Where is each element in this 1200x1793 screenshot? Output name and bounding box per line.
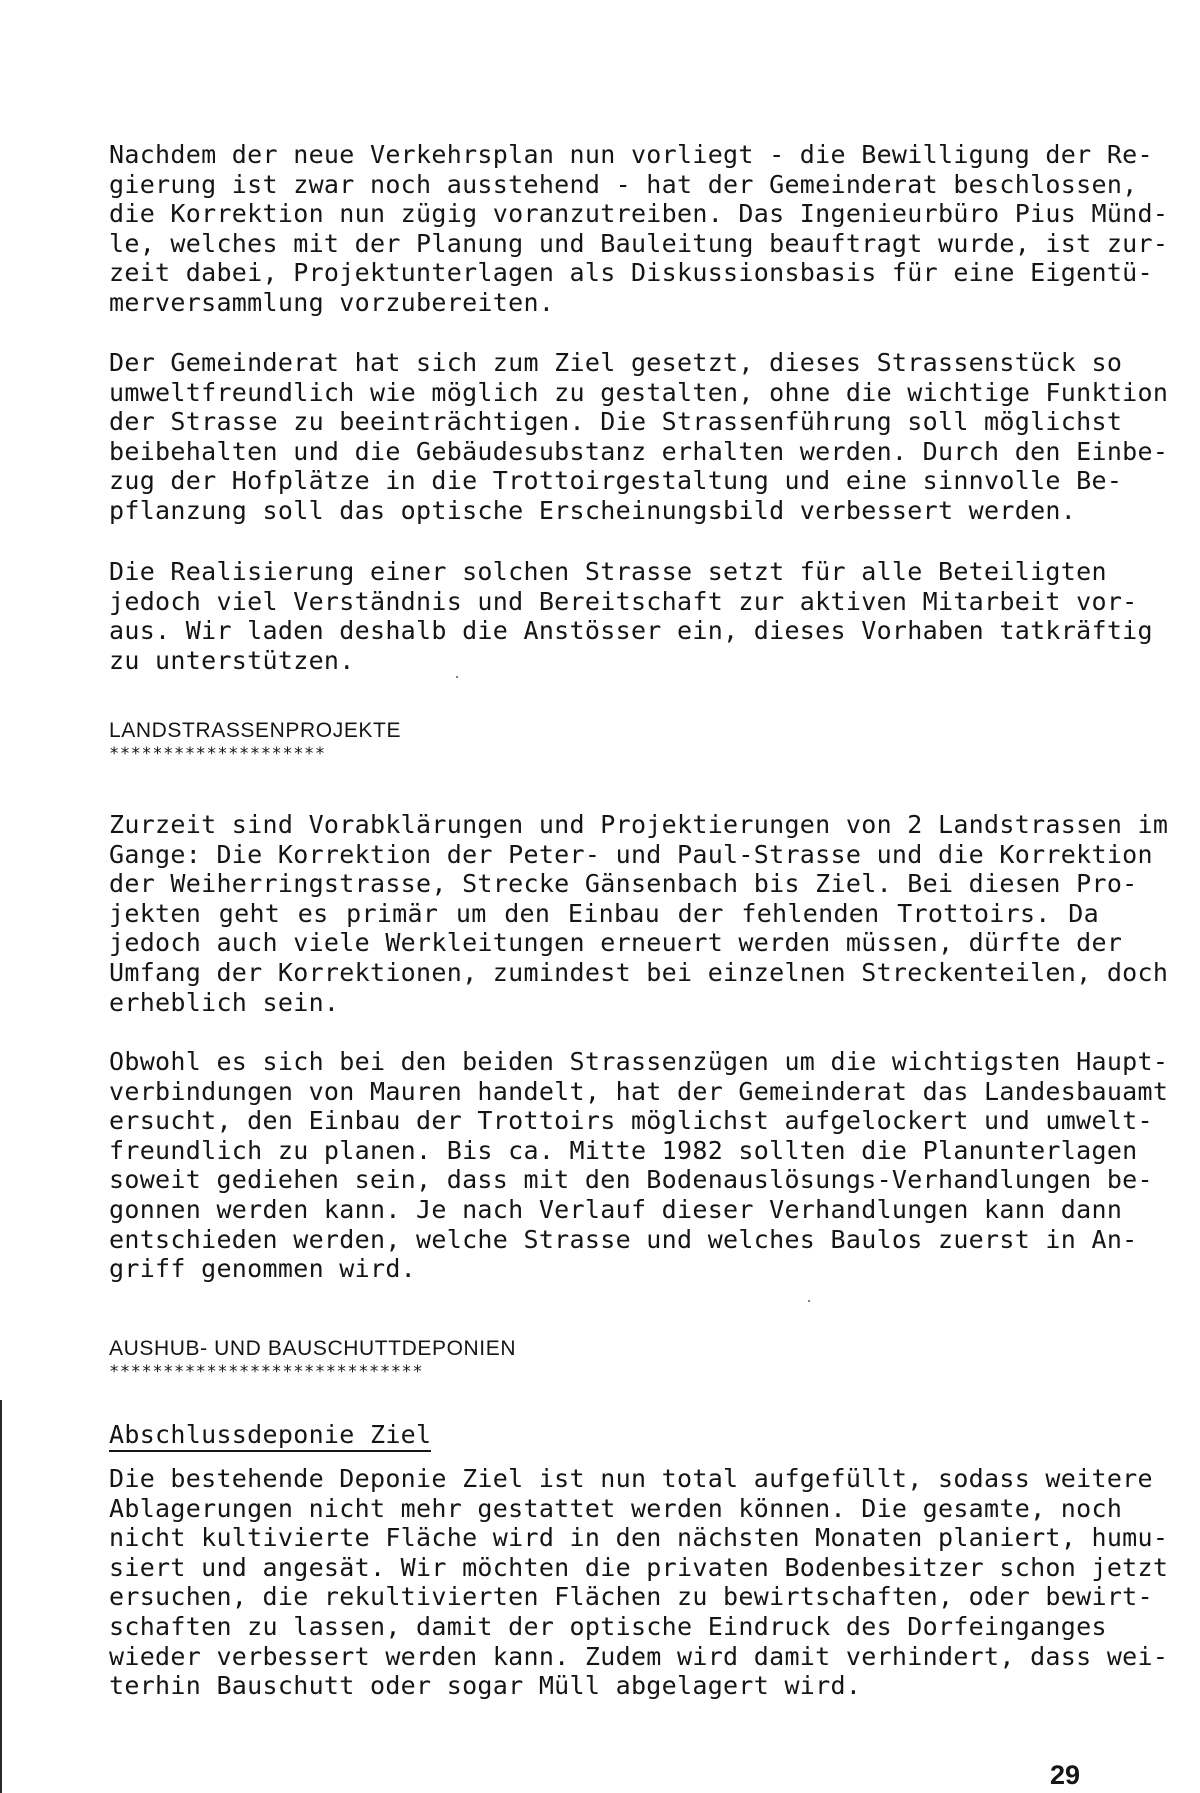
text-line: wieder verbessert werden kann. Zudem wird damit verhindert, dass wei- [109,1641,1169,1671]
text-line: Nachdem der neue Verkehrsplan nun vorliegt - die Bewilligung der Re- [109,140,1153,169]
text-line: gierung ist zwar noch ausstehend - hat der Gemeinderat beschlossen, [109,169,1138,199]
text-line: jedoch auch viele Werkleitungen erneuert werden müssen, dürfte der [109,928,1123,958]
text-line: freundlich zu planen. Bis ca. Mitte 1982 sollten die Planunterlagen [109,1135,1138,1165]
text-line: entschieden werden, welche Strasse und welches Baulos zuerst in An- [109,1224,1138,1254]
text-line: griff genommen wird. [109,1254,417,1284]
text-line: nicht kultivierte Fläche wird in den nächsten Monaten planiert, humu- [109,1523,1169,1553]
paragraph-5 [109,1047,1169,1284]
subsection-abschlussdeponie [109,1420,1099,1452]
paragraph-4 [109,810,1169,1017]
text-line: zu unterstützen. [109,645,355,675]
scan-speck [808,1300,810,1302]
section-heading: LANDSTRASSENPROJEKTE [109,719,402,742]
text-line: erheblich sein. [109,987,340,1017]
text-line: aus. Wir laden deshalb die Anstösser ein, dieses Vorhaben tatkräftig [109,616,1153,646]
text-line: Der Gemeinderat hat sich zum Ziel gesetzt, dieses Strassenstück so [109,348,1123,377]
text-line: Die Realisierung einer solchen Strasse setzt für alle Beteiligten [109,557,1107,586]
scan-margin-line [0,1400,2,1793]
heading-underline-stars: ***************************** [109,1362,424,1382]
text-line: der Strasse zu beeinträchtigen. Die Strassenführung soll möglichst [109,407,1123,437]
section-landstrassenprojekte [109,718,1099,764]
text-line: Umfang der Korrektionen, zumindest bei einzelnen Streckenteilen, doch [109,957,1169,987]
text-line: soweit gediehen sein, dass mit den Bodenauslösungs-Verhandlungen be- [109,1165,1153,1195]
text-line: ersucht, den Einbau der Trottoirs möglichst aufgelockert und umwelt- [109,1106,1153,1136]
paragraph-1 [109,140,1169,318]
text-line: merversammlung vorzubereiten. [109,287,555,317]
text-line: verbindungen von Mauren handelt, hat der Gemeinderat das Landesbauamt [109,1076,1169,1106]
text-line: le, welches mit der Planung und Bauleitung beauftragt wurde, ist zur- [109,228,1169,258]
text-line: schaften zu lassen, damit der optische Eindruck des Dorfeinganges [109,1611,1107,1641]
text-line: siert und angesät. Wir möchten die privaten Bodenbesitzer schon jetzt [109,1552,1169,1582]
text-line: Gange: Die Korrektion der Peter- und Paul-Strasse und die Korrektion [109,839,1153,869]
section-heading: AUSHUB- UND BAUSCHUTTDEPONIEN [109,1337,517,1360]
text-line: Zurzeit sind Vorabklärungen und Projektierungen von 2 Landstrassen im [109,810,1169,839]
paragraph-3 [109,557,1153,675]
text-line: der Weiherringstrasse, Strecke Gänsenbach bis Ziel. Bei diesen Pro- [109,869,1138,899]
text-line: Ablagerungen nicht mehr gestattet werden können. Die gesamte, noch [109,1493,1123,1523]
scan-speck [456,676,458,678]
paragraph-6 [109,1464,1169,1701]
text-line: Die bestehende Deponie Ziel ist nun total aufgefüllt, sodass weitere [109,1464,1153,1493]
text-line: zeit dabei, Projektunterlagen als Diskussionsbasis für eine Eigentü- [109,258,1153,288]
text-line: ersuchen, die rekultivierten Flächen zu bewirtschaften, oder bewirt- [109,1582,1153,1612]
text-line: terhin Bauschutt oder sogar Müll abgelagert wird. [109,1671,862,1701]
text-line: Obwohl es sich bei den beiden Strassenzügen um die wichtigsten Haupt- [109,1047,1169,1076]
text-line: pflanzung soll das optische Erscheinungsbild verbessert werden. [109,495,1077,525]
text-line: gonnen werden kann. Je nach Verlauf dieser Verhandlungen kann dann [109,1194,1123,1224]
paragraph-2 [109,348,1169,526]
page-number: 29 [1050,1760,1081,1790]
text-line: zug der Hofplätze in die Trottoirgestaltung und eine sinnvolle Be- [109,466,1123,496]
text-line: jekten geht es primär um den Einbau der fehlenden Trottoirs. Da [109,898,1099,928]
heading-underline-stars: ******************** [109,744,326,764]
section-aushub-bauschuttdeponien [109,1336,1099,1382]
text-line: jedoch viel Verständnis und Bereitschaft zur aktiven Mitarbeit vor- [109,586,1138,616]
subheading-underlined: Abschlussdeponie Ziel [109,1420,431,1452]
text-line: beibehalten und die Gebäudesubstanz erhalten werden. Durch den Einbe- [109,436,1169,466]
text-line: die Korrektion nun zügig voranzutreiben. Das Ingenieurbüro Pius Münd- [109,199,1169,229]
text-line: umweltfreundlich wie möglich zu gestalten, ohne die wichtige Funktion [109,377,1169,407]
